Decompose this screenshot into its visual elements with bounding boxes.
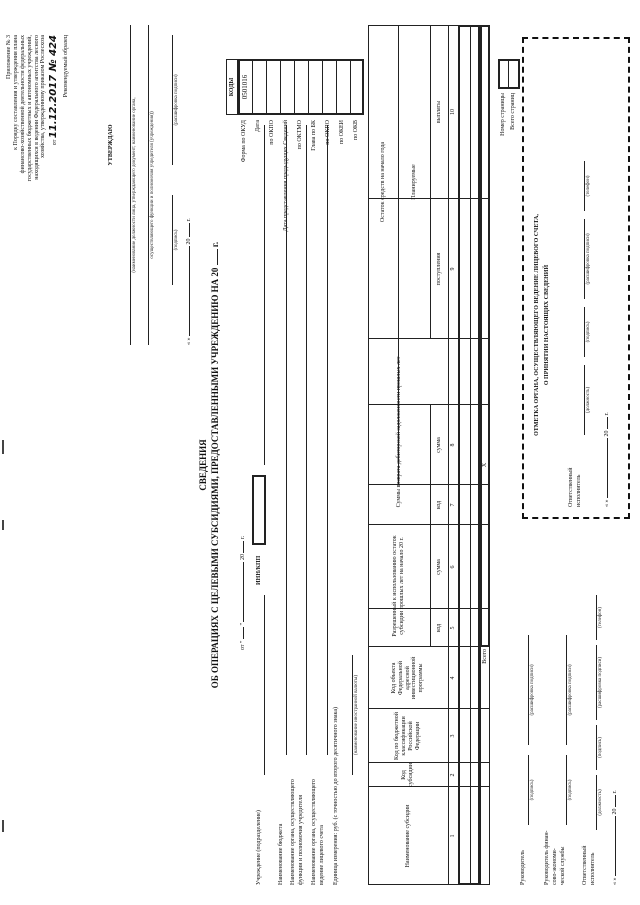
finance-decode-line[interactable]	[566, 635, 567, 745]
sign-date-quote: « »	[612, 877, 618, 885]
executor-decode-caption: (расшифровка подписи)	[598, 656, 603, 709]
mark-signature-caption: (подпись)	[586, 321, 591, 343]
th-number: 3	[449, 734, 456, 738]
order-handwritten: 11.12.2017 № 424	[48, 35, 60, 139]
executor-position-line[interactable]	[596, 775, 597, 830]
code-row-value[interactable]	[280, 59, 294, 115]
mark-decode-line[interactable]	[584, 219, 585, 299]
executor-position-caption: (должность)	[598, 789, 603, 816]
approve-line	[130, 25, 131, 345]
data-rows-box	[458, 25, 480, 885]
code-row-label: Глава по БК	[311, 120, 317, 151]
code-row-label: по ОКВ	[353, 120, 359, 141]
mark-title-2: О ПРИНЯТИИ НАСТОЯЩИХ СВЕДЕНИЙ	[544, 264, 550, 386]
code-row-label: Дата	[255, 120, 261, 132]
sign-date-year: 20	[612, 808, 618, 815]
appendix-line: Приложение № 3	[6, 35, 12, 79]
mark-position-caption: (должность)	[586, 386, 591, 414]
approve-line	[148, 25, 149, 345]
code-row-value[interactable]	[266, 59, 280, 115]
budget-line[interactable]	[286, 125, 287, 755]
pages-divider	[508, 59, 509, 89]
code-row-divider	[322, 60, 323, 114]
mark-date-quote: « »	[604, 499, 610, 507]
page-number-label: Номер страницы	[500, 93, 506, 136]
finance-signature-caption: (подпись)	[568, 779, 573, 801]
mark-date	[604, 412, 611, 507]
th-allowed-kod: код	[435, 623, 442, 633]
total-pages-label: Всего страниц	[510, 93, 516, 130]
finance-label-2: сово-экономи-	[552, 848, 558, 885]
code-row-value[interactable]	[308, 59, 322, 115]
form-subtitle	[210, 145, 220, 785]
executor-signature-line[interactable]	[596, 725, 597, 770]
executor-label-2: исполнитель	[590, 852, 596, 885]
th-number: 8	[449, 443, 456, 447]
th-return-summa: сумма	[435, 437, 442, 453]
header-date-year: 20	[240, 554, 246, 561]
th-number: 5	[449, 626, 456, 630]
inn-kpp-label: ИНН/КПП	[256, 555, 262, 585]
pages-box[interactable]	[498, 59, 520, 89]
unit-label: Единица измерения: руб. (с точностью до второго десятичного знака)	[333, 707, 339, 885]
uchr-line-2	[264, 125, 265, 465]
budget-label: Наименование бюджета	[278, 823, 284, 885]
th-number: 1	[449, 834, 456, 838]
currency-line[interactable]	[352, 655, 353, 775]
executor-phone-caption: (телефон)	[598, 607, 603, 628]
mark-decode-caption: (расшифровка подписи)	[586, 233, 591, 285]
th-planned-income: поступления	[435, 252, 442, 286]
mark-phone-line[interactable]	[584, 161, 585, 211]
organ-line[interactable]	[306, 125, 307, 755]
header-date-label: от "	[240, 640, 246, 650]
mark-executor-2: исполнитель	[576, 474, 582, 507]
approve-date-quote: « »	[186, 337, 192, 345]
executor-decode-line[interactable]	[596, 645, 597, 720]
mark-date-g: г.	[604, 412, 610, 416]
approve-decode-caption: (расшифровка подписи)	[174, 74, 179, 126]
head-signature-caption: (подпись)	[530, 779, 535, 801]
header-date-g: г.	[240, 535, 246, 540]
finance-signature-line[interactable]	[566, 755, 567, 825]
inn-kpp-field[interactable]	[252, 475, 266, 545]
code-row-value[interactable]: 0501016	[240, 74, 249, 100]
organ2-label-1: Наименование органа, осуществляющего	[311, 779, 317, 885]
form-subtitle-text: ОБ ОПЕРАЦИЯХ С ЦЕЛЕВЫМИ СУБСИДИЯМИ, ПРЕДОСТАВЛЕННЫМИ УЧРЕЖДЕНИЮ НА 20	[210, 267, 220, 689]
code-row-value[interactable]	[336, 59, 350, 115]
organ-label-1: Наименование органа, осуществляющего	[290, 779, 296, 885]
finance-label-3: ческой службы	[560, 846, 566, 885]
uchr-label: Учреждение (подразделение)	[256, 810, 262, 885]
th-return: Суммы возврата дебиторской задолженности прошлых лет	[395, 356, 402, 508]
organ2-label-2: ведение лицевого счета	[319, 825, 325, 885]
th-allowed-summa: сумма	[435, 559, 442, 575]
th-faip: Код объекта Федеральной адресной инвестиционной программы	[390, 656, 425, 700]
code-row-label: по ОКПО	[325, 120, 331, 145]
approve-title: УТВЕРЖДАЮ	[108, 124, 114, 166]
head-decode-line[interactable]	[528, 635, 529, 745]
th-code: Код субсидии	[401, 763, 414, 787]
mark-signature-line[interactable]	[584, 307, 585, 357]
form-title: СВЕДЕНИЯ	[198, 439, 208, 491]
code-row-divider	[336, 60, 337, 114]
executor-label-1: Ответственный	[582, 845, 588, 885]
codes-header	[226, 59, 238, 115]
sign-date-g: г.	[612, 790, 618, 794]
order-prefix: от	[52, 139, 59, 146]
recommended-label: Рекомендуемый образец	[62, 35, 69, 98]
approve-caption: (наименование должности лица, утверждающего документ; наименование органа,	[132, 97, 137, 273]
total-box[interactable]	[480, 25, 490, 647]
th-number: 7	[449, 503, 456, 507]
code-row-value[interactable]	[294, 59, 308, 115]
code-row-divider	[266, 60, 267, 114]
approve-date-g: г.	[186, 218, 192, 222]
organ-label-2: функции и полномочия учредителя	[298, 795, 304, 885]
approve-date	[186, 218, 193, 345]
th-planned: Планируемые	[410, 164, 417, 200]
code-row-value[interactable]	[322, 59, 336, 115]
mark-title-1: ОТМЕТКА ОРГАНА, ОСУЩЕСТВЛЯЮЩЕГО ВЕДЕНИЕ ЛИЦЕВОГО СЧЕТА,	[534, 214, 540, 436]
approve-caption: осуществляющего функции и полномочия учредителя (учреждения))	[150, 111, 155, 259]
th-name: Наименование субсидии	[404, 804, 411, 868]
code-row-label: по ОКПО	[269, 120, 275, 145]
th-return-kod: код	[435, 500, 442, 510]
code-row-divider	[350, 60, 351, 114]
header-date: от " " 20 г.	[240, 535, 246, 650]
finance-label-1: Руководитель финан-	[544, 830, 550, 885]
code-row-label: по ОКТМО	[297, 120, 303, 150]
sign-date	[612, 790, 619, 885]
th-bk: Код по бюджетной классификации Российской Федерации	[394, 712, 421, 760]
currency-caption: (наименование иностранной валюты)	[354, 675, 359, 755]
mark-phone-caption: (телефон)	[586, 175, 591, 197]
th-remainder: Остаток средств на начало года	[379, 141, 386, 223]
th-number: 9	[449, 267, 456, 271]
th-allowed: Разрешенный к использованию остаток субсидии прошлых лет на начало 20 г.	[392, 535, 405, 637]
head-decode-caption: (расшифровка подписи)	[530, 664, 535, 716]
appendix-block	[6, 35, 70, 285]
code-row-label: Форма по ОКУД	[241, 120, 247, 163]
appendix-line: находящихся в ведении Федерального агентства лесного	[33, 35, 40, 180]
approve-signature-caption: (подпись)	[174, 229, 179, 251]
code-row-divider	[252, 60, 253, 114]
code-row-value[interactable]	[350, 59, 364, 115]
th-number: 2	[449, 773, 456, 777]
th-number: 10	[449, 109, 456, 115]
appendix-line: хозяйства, утвержденному приказом Рослесхоза	[40, 35, 47, 158]
codes-title: КОДЫ	[228, 77, 235, 97]
th-number: 6	[449, 565, 456, 569]
th-planned-payments: выплаты	[435, 100, 442, 124]
code-row-divider	[308, 60, 309, 114]
appendix-line: государственных бюджетных и автономных учреждений,	[26, 35, 33, 182]
code-row-label: по ОКЕИ	[339, 120, 345, 145]
appendix-line: к Порядку составления и утверждения плана	[12, 35, 19, 150]
executor-phone-line[interactable]	[596, 595, 597, 640]
approve-signature-line	[172, 195, 173, 285]
approve-decode-line	[172, 35, 173, 165]
finance-decode-caption: (расшифровка подписи)	[568, 664, 573, 716]
code-row-divider	[294, 60, 295, 114]
code-row-label: Дата представления предыдущих Сведений	[283, 120, 289, 232]
head-signature-line[interactable]	[528, 755, 529, 825]
executor-signature-caption: (подпись)	[598, 737, 603, 758]
mark-date-year: 20	[604, 430, 610, 437]
code-row-value[interactable]	[252, 59, 266, 115]
appendix-line: финансово-хозяйственной деятельности федеральных	[19, 35, 26, 174]
organ2-line[interactable]	[327, 125, 328, 755]
form-subtitle-g: г.	[210, 241, 220, 248]
code-row-divider	[280, 60, 281, 114]
total-x: X	[481, 462, 488, 468]
th-number: 4	[449, 676, 456, 680]
total-label: Всего	[481, 649, 488, 664]
uchr-line[interactable]	[264, 595, 265, 775]
mark-position-line[interactable]	[584, 365, 585, 435]
mark-executor-1: Ответственный	[568, 467, 574, 507]
head-label: Руководитель	[520, 850, 526, 885]
approve-date-year: 20	[186, 238, 192, 245]
